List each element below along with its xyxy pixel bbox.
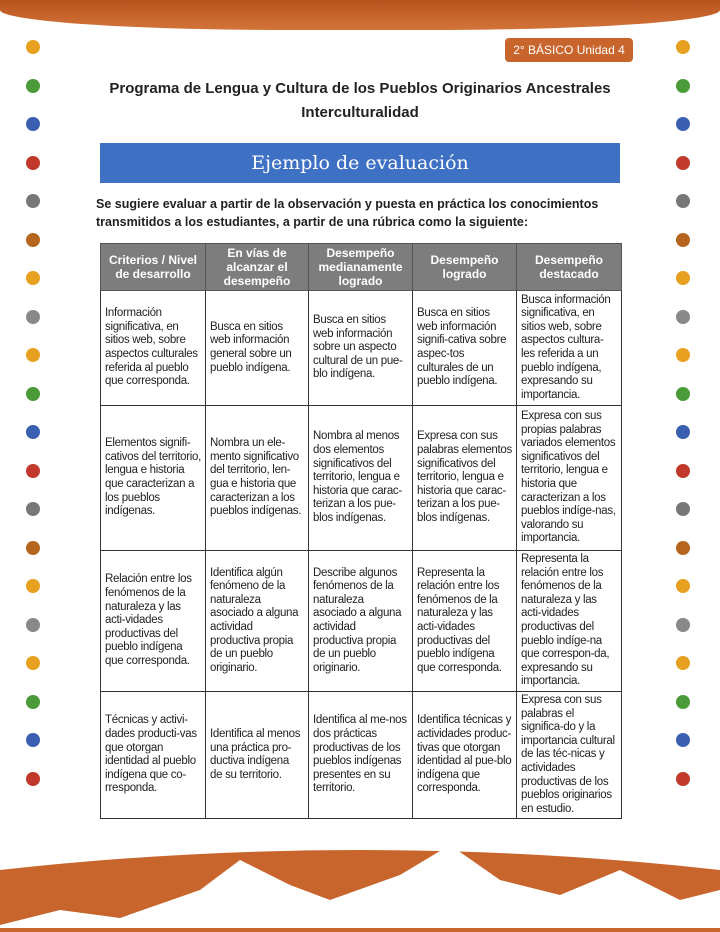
bird-icon	[26, 695, 40, 709]
table-cell: Expresa con sus palabras el significa-do y la importancia cultural de las téc-nicas y actividades productivas de los pueblos originarios en estudio.	[517, 691, 622, 818]
bird-icon	[676, 79, 690, 93]
figure-icon	[26, 425, 40, 439]
bird-icon	[676, 387, 690, 401]
table-cell: Elementos signifi-cativos del territorio, lengua e historia que caracterizan a los pueblos indígenas.	[101, 406, 206, 551]
flower-icon	[26, 271, 40, 285]
rubric-table	[100, 243, 622, 819]
right-decorative-icons	[670, 40, 700, 840]
flower-icon	[676, 579, 690, 593]
pot-icon	[676, 310, 690, 324]
column-header: Desempeño medianamente logrado	[309, 244, 413, 291]
table-cell: Técnicas y activi-dades producti-vas que otorgan identidad al pueblo indígena que co-rresponda.	[101, 691, 206, 818]
table-cell: Busca información significativa, en sitios web, sobre aspectos cultura-les referida a un pueblo indígena, expresando su importancia.	[517, 291, 622, 406]
table-cell: Identifica al menos una práctica pro-ductiva indígena de su territorio.	[206, 691, 309, 818]
table-row	[101, 691, 622, 818]
sun-icon	[676, 40, 690, 54]
totem-icon	[676, 194, 690, 208]
table-cell: Busca en sitios web información signifi-cativa sobre aspec-tos culturales de un pueblo indígena.	[413, 291, 517, 406]
condor-icon	[26, 541, 40, 555]
unit-tab: 2° BÁSICO Unidad 4	[505, 38, 633, 62]
flower-icon	[26, 579, 40, 593]
left-decorative-icons	[20, 40, 50, 840]
table-cell: Busca en sitios web información general sobre un pueblo indígena.	[206, 291, 309, 406]
column-header: Criterios / Nivel de desarrollo	[101, 244, 206, 291]
totem-icon	[26, 502, 40, 516]
fox-icon	[26, 772, 40, 786]
sun-icon	[26, 656, 40, 670]
bird-icon	[26, 387, 40, 401]
table-cell: Expresa con sus propias palabras variados elementos significativos del territorio, lengua e historia que caracterizan a los pueblos indíge-nas, valorando su importancia.	[517, 406, 622, 551]
totem-icon	[676, 502, 690, 516]
page-subtitle: Interculturalidad	[301, 104, 419, 121]
totem-icon	[26, 194, 40, 208]
condor-icon	[676, 541, 690, 555]
fox-icon	[676, 772, 690, 786]
page-title: Programa de Lengua y Cultura de los Pueblos Originarios Ancestrales	[109, 80, 611, 97]
figure-icon	[26, 733, 40, 747]
sun-icon	[26, 40, 40, 54]
table-cell: Expresa con sus palabras elementos significativos del territorio, lengua e historia que carac-terizan a los pue-blos indígenas.	[413, 406, 517, 551]
condor-icon	[26, 233, 40, 247]
table-cell: Representa la relación entre los fenómenos de la naturaleza y las acti-vidades productivas del pueblo indígena que corresponda.	[413, 551, 517, 692]
intro-paragraph: Se sugiere evaluar a partir de la observación y puesta en práctica los conocimientos transmitidos a los estudiantes, a partir de una rúbrica como la siguiente:	[96, 197, 599, 229]
landscape-footer-illustration	[0, 830, 720, 932]
column-header: Desempeño destacado	[517, 244, 622, 291]
pot-icon	[26, 310, 40, 324]
top-decorative-band	[0, 0, 720, 30]
table-cell: Relación entre los fenómenos de la naturaleza y las acti-vidades productivas del pueblo indígena que corresponda.	[101, 551, 206, 692]
sun-icon	[676, 348, 690, 362]
pot-icon	[676, 618, 690, 632]
fox-icon	[676, 464, 690, 478]
fox-icon	[26, 464, 40, 478]
table-cell: Nombra al menos dos elementos significativos del territorio, lengua e historia que carac-terizan a los pue-blos indígenas.	[309, 406, 413, 551]
table-cell: Nombra un ele-mento significativo del territorio, len-gua e historia que caracterizan a los pueblos indígenas.	[206, 406, 309, 551]
fox-icon	[26, 156, 40, 170]
figure-icon	[676, 425, 690, 439]
condor-icon	[676, 233, 690, 247]
section-banner: Ejemplo de evaluación	[100, 143, 620, 183]
table-cell: Busca en sitios web información sobre un aspecto cultural de un pue-blo indígena.	[309, 291, 413, 406]
table-cell: Identifica algún fenómeno de la naturaleza asociado a alguna actividad productiva propia de un pueblo originario.	[206, 551, 309, 692]
figure-icon	[26, 117, 40, 131]
table-cell: Describe algunos fenómenos de la naturaleza asociado a alguna actividad productiva propia de un pueblo originario.	[309, 551, 413, 692]
table-cell: Identifica técnicas y actividades produc-tivas que otorgan identidad al pue-blo indígena que corresponda.	[413, 691, 517, 818]
figure-icon	[676, 733, 690, 747]
column-header: Desempeño logrado	[413, 244, 517, 291]
bird-icon	[676, 695, 690, 709]
sun-icon	[676, 656, 690, 670]
table-cell: Identifica al me-nos dos prácticas productivas de los pueblos indígenas presentes en su territorio.	[309, 691, 413, 818]
pot-icon	[26, 618, 40, 632]
flower-icon	[676, 271, 690, 285]
table-row	[101, 291, 622, 406]
sun-icon	[26, 348, 40, 362]
bird-icon	[26, 79, 40, 93]
table-cell: Representa la relación entre los fenómenos de la naturaleza y las acti-vidades productivas del pueblo indíge-na que correspon-da, expresando su importancia.	[517, 551, 622, 692]
table-row	[101, 551, 622, 692]
fox-icon	[676, 156, 690, 170]
figure-icon	[676, 117, 690, 131]
table-row	[101, 406, 622, 551]
table-header-row	[101, 244, 622, 291]
table-cell: Información significativa, en sitios web, sobre aspectos culturales referida al pueblo que corresponda.	[101, 291, 206, 406]
column-header: En vías de alcanzar el desempeño	[206, 244, 309, 291]
